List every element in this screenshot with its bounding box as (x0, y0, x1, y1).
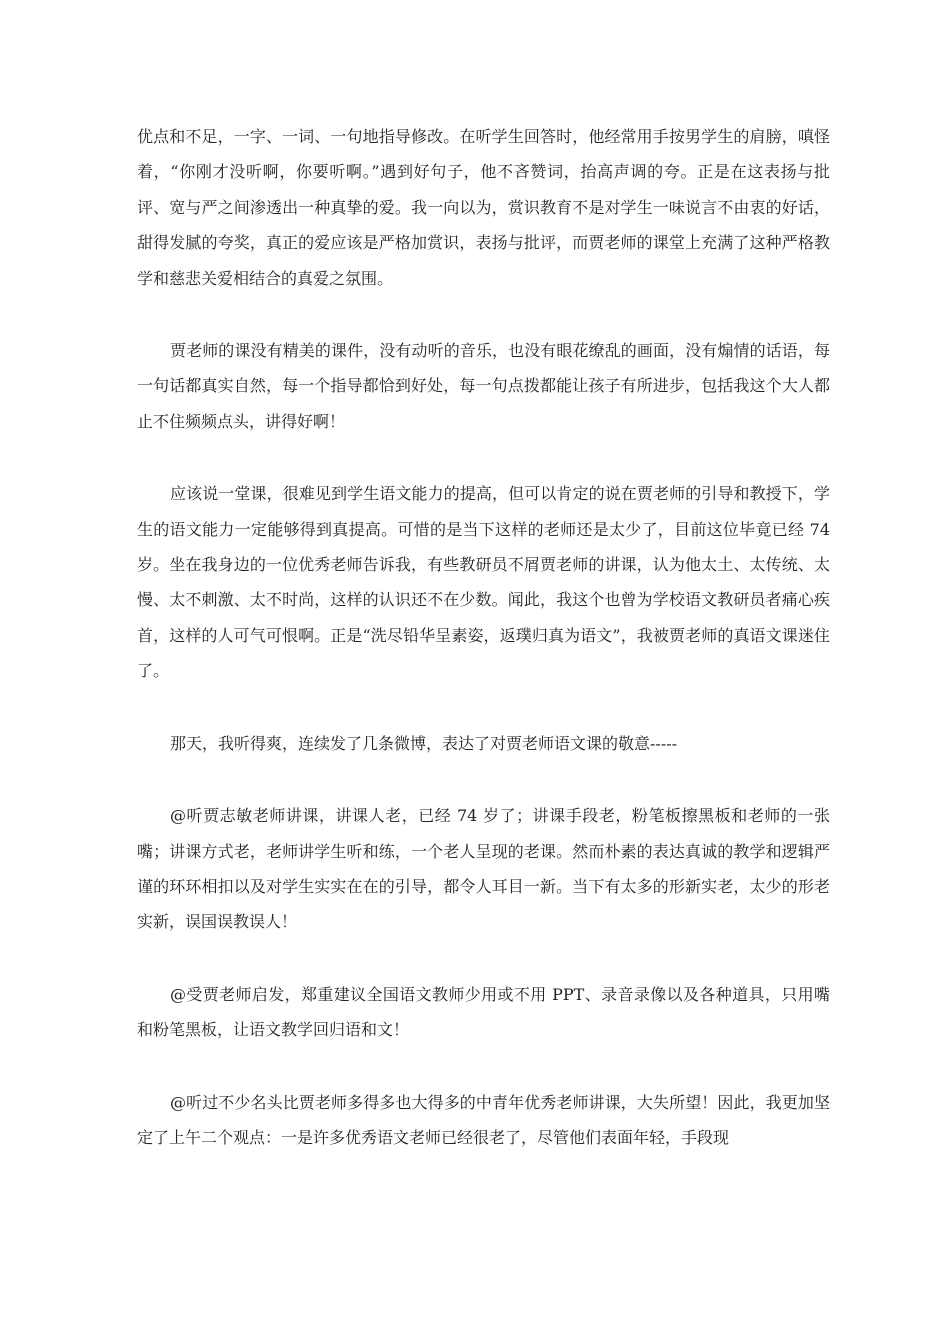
paragraph-1: 优点和不足，一字、一词、一句地指导修改。在听学生回答时，他经常用手按男学生的肩膀，嗔怪着，“你刚才没听啊，你要听啊。”遇到好句子，他不吝赞词，抬高声调的夸。正是在这表扬与批评、宽与严之间渗透出一种真挚的爱。我一向以为，赏识教育不是对学生一味说言不由衷的好话，甜得发腻的夸奖，真正的爱应该是严格加赏识，表扬与批评，而贾老师的课堂上充满了这种严格教学和慈悲关爱相结合的真爱之氛围。 (137, 127, 830, 288)
paragraph-7: @听过不少名头比贾老师多得多也大得多的中青年优秀老师讲课，大失所望！因此，我更加坚定了上午二个观点：一是许多优秀语文老师已经很老了，尽管他们表面年轻，手段现 (137, 1092, 830, 1147)
paragraph-2: 贾老师的课没有精美的课件，没有动听的音乐，也没有眼花缭乱的画面，没有煽情的话语，每一句话都真实自然，每一个指导都恰到好处，每一句点拨都能让孩子有所进步，包括我这个大人都止不住频频点头，讲得好啊！ (137, 341, 830, 431)
paragraph-6: @受贾老师启发，郑重建议全国语文教师少用或不用 PPT、录音录像以及各种道具，只用嘴和粉笔黑板，让语文教学回归语和文！ (137, 984, 830, 1040)
paragraph-4: 那天，我听得爽，连续发了几条微博，表达了对贾老师语文课的敬意----- (170, 733, 678, 753)
paragraph-5: @听贾志敏老师讲课，讲课人老，已经 74 岁了；讲课手段老，粉笔板擦黑板和老师的一张嘴；讲课方式老，老师讲学生听和练，一个老人呈现的老课。然而朴素的表达真诚的教学和逻辑严谨的环环相扣以及对学生实实在在的引导，都令人耳目一新。当下有太多的形新实老，太少的形老实新，误国误教误人！ (137, 806, 830, 932)
paragraph-3: 应该说一堂课，很难见到学生语文能力的提高，但可以肯定的说在贾老师的引导和教授下，学生的语文能力一定能够得到真提高。可惜的是当下这样的老师还是太少了，目前这位毕竟已经 74 岁。坐在我身边的一位优秀老师告诉我，有些教研员不屑贾老师的讲课，认为他太土、太传统、太慢、太不刺激、太不时尚，这样的认识还不在少数。闻此，我这个也曾为学校语文教研员者痛心疾首，这样的人可气可恨啊。正是“洗尽铅华呈素姿，返璞归真为语文”，我被贾老师的真语文课迷住了。 (137, 484, 830, 681)
